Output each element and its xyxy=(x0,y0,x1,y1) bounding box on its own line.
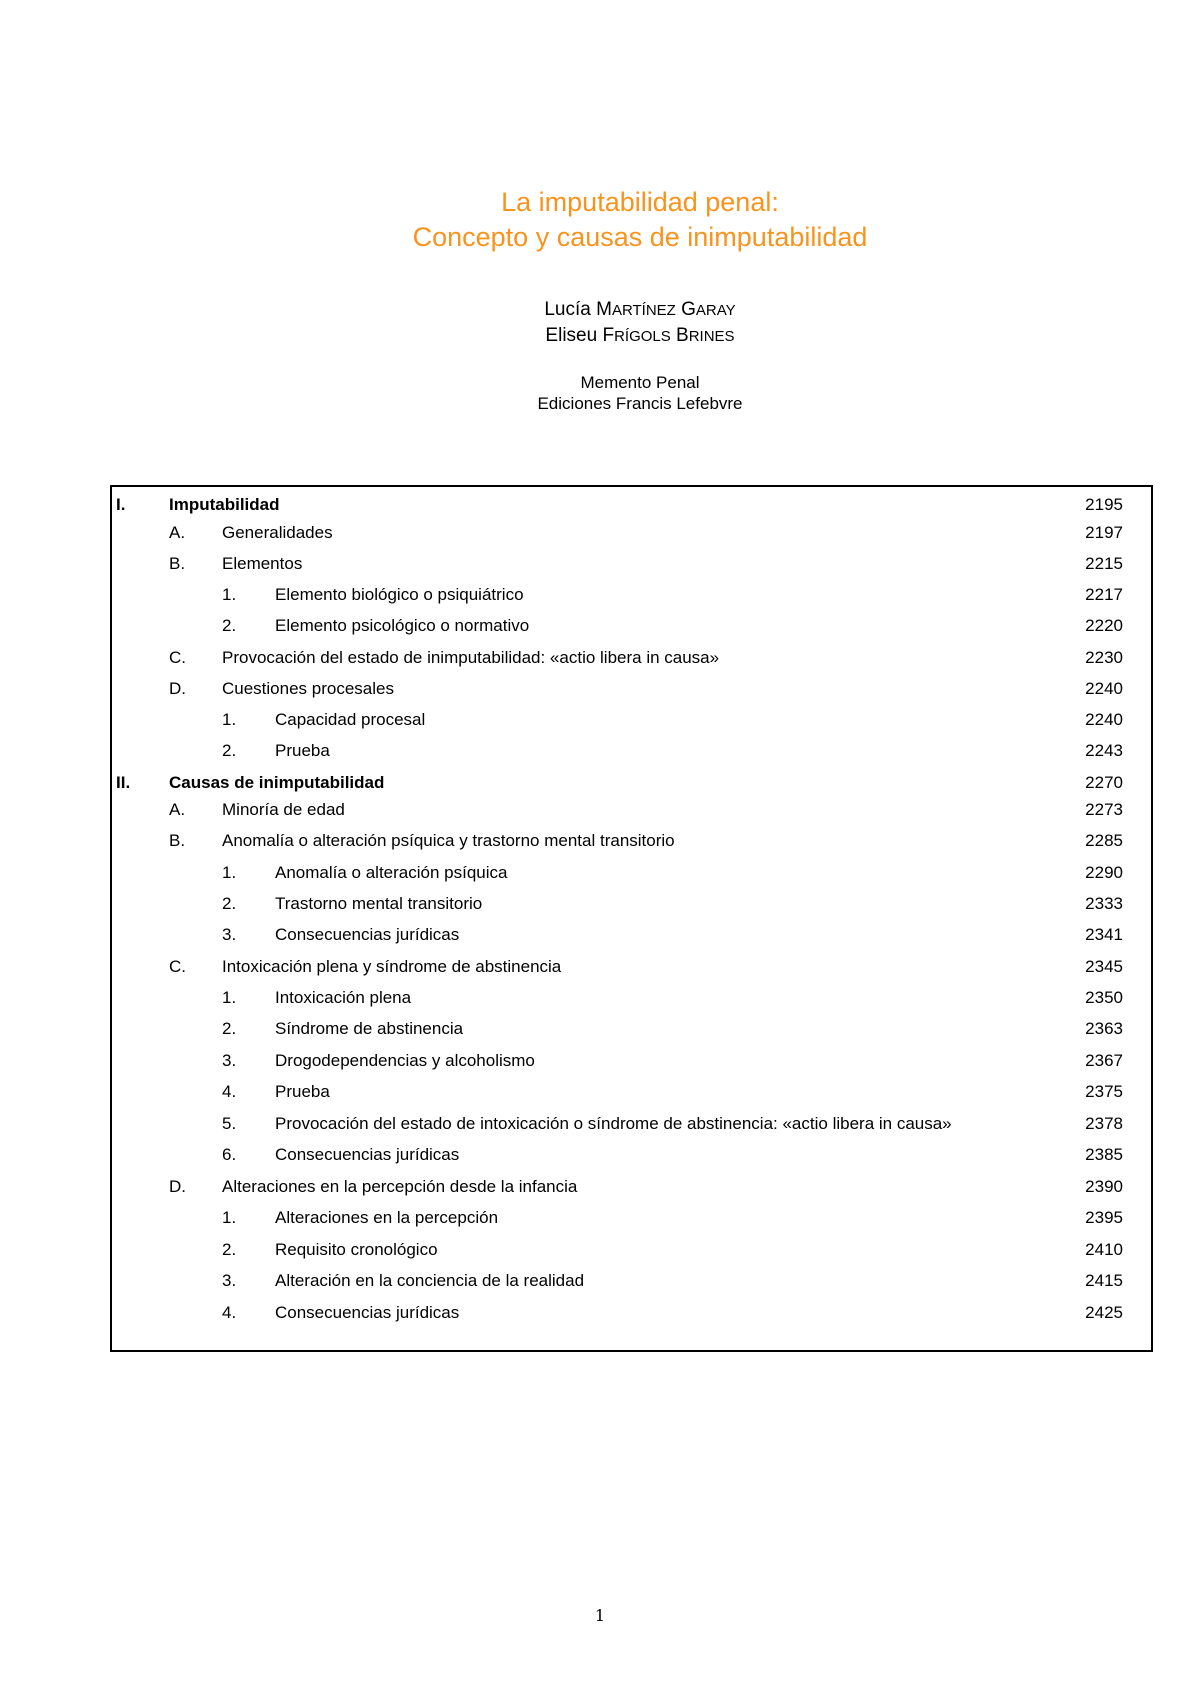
toc-entry xyxy=(112,923,1151,947)
toc-label: 1. xyxy=(222,863,237,882)
toc-entry xyxy=(112,1238,1151,1262)
toc-entry xyxy=(112,1301,1151,1325)
toc-label: D. xyxy=(169,679,186,698)
document-title-line-1: La imputabilidad penal: xyxy=(501,187,779,217)
toc-page-number: 2367 xyxy=(1085,1051,1123,1070)
toc-label: C. xyxy=(169,957,186,976)
toc-page-number: 2378 xyxy=(1085,1114,1123,1133)
toc-page-number: 2215 xyxy=(1085,554,1123,573)
source-work: Memento Penal xyxy=(580,373,700,392)
toc-page-number: 2240 xyxy=(1085,679,1123,698)
toc-label: 3. xyxy=(222,1271,237,1290)
toc-page-number: 2217 xyxy=(1085,585,1123,604)
toc-label: B. xyxy=(169,554,186,573)
toc-text: Alteración en la conciencia de la realidad xyxy=(275,1271,585,1290)
toc-text: Trastorno mental transitorio xyxy=(275,894,483,913)
toc-text: Elemento biológico o psiquiátrico xyxy=(275,585,524,604)
toc-text: Anomalía o alteración psíquica xyxy=(275,863,508,882)
toc-entry xyxy=(112,1112,1151,1136)
toc-page-number: 2345 xyxy=(1085,957,1123,976)
toc-entry xyxy=(112,1143,1151,1167)
toc-section xyxy=(112,493,1151,517)
author-2: Eliseu FRÍGOLS BRINES xyxy=(545,325,735,346)
toc-text: Drogodependencias y alcoholismo xyxy=(275,1051,535,1070)
toc-label: 3. xyxy=(222,1051,237,1070)
toc-text: Imputabilidad xyxy=(169,495,280,514)
toc-text: Elemento psicológico o normativo xyxy=(275,616,530,635)
toc-page-number: 2290 xyxy=(1085,863,1123,882)
toc-entry xyxy=(112,1175,1151,1199)
toc-page-number: 2273 xyxy=(1085,800,1123,819)
toc-page-number: 2285 xyxy=(1085,831,1123,850)
toc-entry xyxy=(112,955,1151,979)
toc-entry xyxy=(112,798,1151,822)
toc-text: Elementos xyxy=(222,554,303,573)
authors xyxy=(0,297,1200,349)
toc-page-number: 2375 xyxy=(1085,1082,1123,1101)
toc-text: Anomalía o alteración psíquica y trastorno mental transitorio xyxy=(222,831,675,850)
toc-label: 4. xyxy=(222,1082,237,1101)
toc-page-number: 2410 xyxy=(1085,1240,1123,1259)
toc-entry xyxy=(112,739,1151,763)
toc-text: Provocación del estado de inimputabilidad: «actio libera in causa» xyxy=(222,648,720,667)
toc-label: 6. xyxy=(222,1145,237,1164)
toc-page-number: 2270 xyxy=(1085,773,1123,792)
toc-page-number: 2350 xyxy=(1085,988,1123,1007)
toc-text: Minoría de edad xyxy=(222,800,345,819)
toc-label: A. xyxy=(169,800,186,819)
toc-label: 1. xyxy=(222,988,237,1007)
toc-entry xyxy=(112,614,1151,638)
toc-label: 2. xyxy=(222,741,237,760)
page-number: 1 xyxy=(594,1606,606,1625)
toc-text: Prueba xyxy=(275,741,330,760)
toc-text: Consecuencias jurídicas xyxy=(275,925,460,944)
toc-entry xyxy=(112,1206,1151,1230)
author-1: Lucía MARTÍNEZ GARAY xyxy=(544,299,736,320)
toc-page-number: 2230 xyxy=(1085,648,1123,667)
toc-label: C. xyxy=(169,648,186,667)
source-info xyxy=(0,372,1200,414)
toc-text: Provocación del estado de intoxicación o síndrome de abstinencia: «actio libera in causa» xyxy=(275,1114,952,1133)
toc-label: I. xyxy=(116,495,126,514)
toc-page-number: 2363 xyxy=(1085,1019,1123,1038)
toc-text: Consecuencias jurídicas xyxy=(275,1303,460,1322)
toc-page-number: 2240 xyxy=(1085,710,1123,729)
toc-page-number: 2425 xyxy=(1085,1303,1123,1322)
toc-label: 2. xyxy=(222,894,237,913)
document-title-line-2: Concepto y causas de inimputabilidad xyxy=(412,222,868,252)
toc-page-number: 2395 xyxy=(1085,1208,1123,1227)
toc-text: Alteraciones en la percepción desde la infancia xyxy=(222,1177,578,1196)
toc-text: Síndrome de abstinencia xyxy=(275,1019,464,1038)
toc-entry xyxy=(112,829,1151,853)
toc-label: B. xyxy=(169,831,186,850)
toc-label: 2. xyxy=(222,1019,237,1038)
toc-text: Capacidad procesal xyxy=(275,710,426,729)
toc-label: 4. xyxy=(222,1303,237,1322)
toc-text: Consecuencias jurídicas xyxy=(275,1145,460,1164)
toc-text: Generalidades xyxy=(222,523,333,542)
toc-page-number: 2385 xyxy=(1085,1145,1123,1164)
toc-label: A. xyxy=(169,523,186,542)
toc-entry xyxy=(112,986,1151,1010)
toc-label: D. xyxy=(169,1177,186,1196)
toc-text: Intoxicación plena xyxy=(275,988,412,1007)
toc-entry xyxy=(112,1049,1151,1073)
toc-text: Causas de inimputabilidad xyxy=(169,773,385,792)
toc-label: 1. xyxy=(222,1208,237,1227)
toc-entry xyxy=(112,677,1151,701)
toc-entry xyxy=(112,892,1151,916)
toc-entry xyxy=(112,1269,1151,1293)
toc-text: Cuestiones procesales xyxy=(222,679,394,698)
toc-text: Prueba xyxy=(275,1082,330,1101)
table-of-contents xyxy=(110,485,1153,1352)
toc-label: 5. xyxy=(222,1114,237,1133)
toc-entry xyxy=(112,552,1151,576)
toc-page-number: 2415 xyxy=(1085,1271,1123,1290)
toc-label: 3. xyxy=(222,925,237,944)
toc-text: Alteraciones en la percepción xyxy=(275,1208,499,1227)
toc-label: 2. xyxy=(222,616,237,635)
source-publisher: Ediciones Francis Lefebvre xyxy=(537,394,743,413)
toc-page-number: 2243 xyxy=(1085,741,1123,760)
toc-label: 1. xyxy=(222,585,237,604)
toc-page-number: 2195 xyxy=(1085,495,1123,514)
toc-page-number: 2220 xyxy=(1085,616,1123,635)
toc-entry xyxy=(112,861,1151,885)
toc-label: 2. xyxy=(222,1240,237,1259)
toc-page-number: 2341 xyxy=(1085,925,1123,944)
toc-label: 1. xyxy=(222,710,237,729)
toc-entry xyxy=(112,521,1151,545)
toc-label: II. xyxy=(116,773,131,792)
toc-page-number: 2390 xyxy=(1085,1177,1123,1196)
toc-page-number: 2333 xyxy=(1085,894,1123,913)
toc-text: Intoxicación plena y síndrome de abstinencia xyxy=(222,957,562,976)
toc-entry xyxy=(112,1017,1151,1041)
toc-entry xyxy=(112,646,1151,670)
toc-section xyxy=(112,771,1151,795)
toc-page-number: 2197 xyxy=(1085,523,1123,542)
toc-text: Requisito cronológico xyxy=(275,1240,438,1259)
toc-entry xyxy=(112,708,1151,732)
toc-entry xyxy=(112,1080,1151,1104)
toc-entry xyxy=(112,583,1151,607)
